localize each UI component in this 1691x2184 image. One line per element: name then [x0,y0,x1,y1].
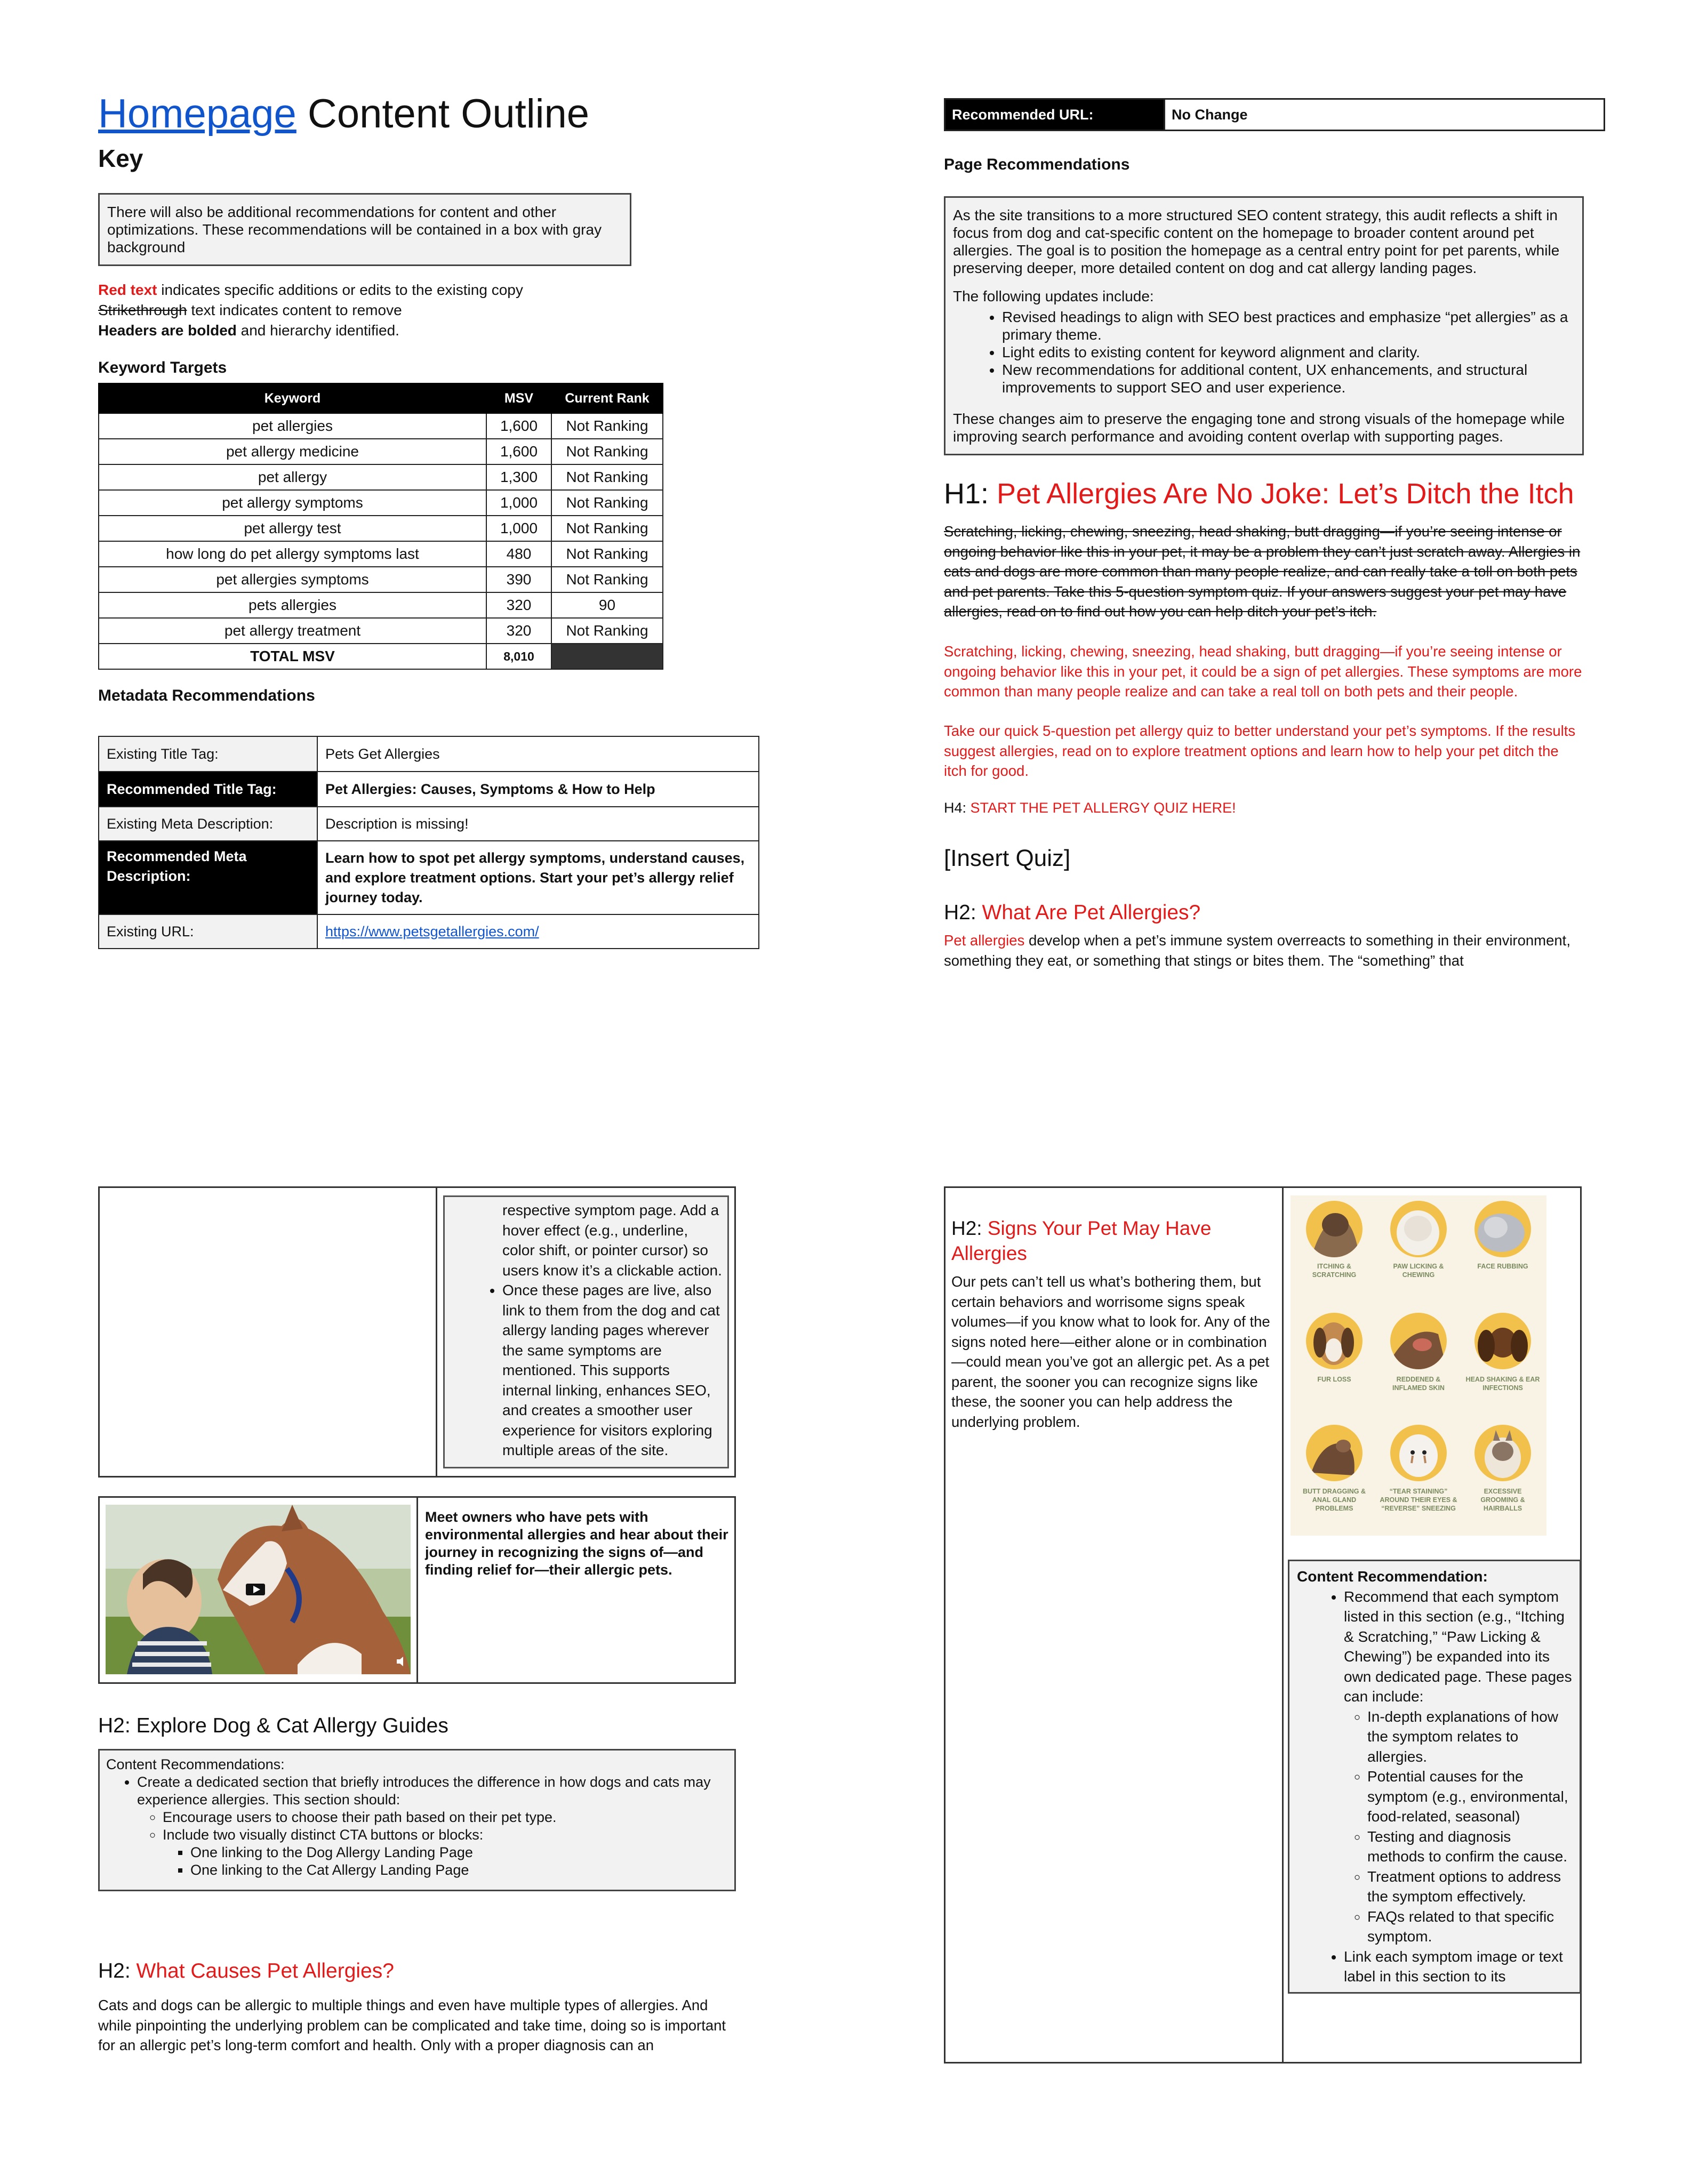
page-rec-outro: These changes aim to preserve the engaging tone and strong visuals of the homepage while improving search performance and avoiding content overlap with supporting pages. [953,411,1565,445]
list-item: ◦ Treatment options to address the symptom effectively. [1367,1867,1572,1907]
video-caption: Meet owners who have pets with environmental allergies and hear about their journey in recognizing the signs of—and finding relief for—their allergic pets. [425,1509,728,1578]
keyword-cell: pet allergy treatment [99,618,486,644]
key-box: There will also be additional recommendations for content and other optimizations. These recommendations will be contained in a box with gray background [98,193,631,266]
legend-bold-rest: and hierarchy identified. [236,322,399,339]
page-title [98,91,589,137]
rec-title-label: Recommended Title Tag: [99,772,317,807]
table-row [99,807,759,841]
video-thumbnail[interactable] [106,1505,411,1674]
rank-cell: Not Ranking [551,567,663,592]
rank-cell: Not Ranking [551,541,663,567]
continued-recommendation-box [443,1195,729,1468]
existing-title-value: Pets Get Allergies [317,736,759,772]
h2-causes-text: What Causes Pet Allergies? [136,1960,394,1982]
h2-explore-heading [98,1714,448,1738]
h4-heading [944,800,1236,816]
face-rubbing-icon[interactable] [1474,1201,1531,1257]
legend-strike-rest: text indicates content to remove [187,302,402,318]
rec-meta-value: Learn how to spot pet allergy symptoms, understand causes, and explore treatment options. Start your pet’s allergy relief journey today. [317,841,759,914]
table-row [99,490,663,516]
list-item: ◦ FAQs related to that specific symptom. [1367,1907,1572,1947]
h2-signs-text: Signs Your Pet May Have Allergies [951,1217,1212,1264]
h4-prefix: H4: [944,800,971,816]
what-red-text: Pet allergies [944,932,1025,949]
msv-cell: 1,300 [486,464,551,490]
column-header: Keyword [99,383,486,413]
table-row [99,618,663,644]
h2-signs-heading [951,1216,1271,1266]
list-item: ◦ In-depth explanations of how the symptom relates to allergies. [1367,1707,1572,1767]
keyword-cell: pet allergies [99,413,486,439]
existing-url-label: Existing URL: [99,914,317,949]
keyword-cell: how long do pet allergy symptoms last [99,541,486,567]
msv-cell: 1,600 [486,413,551,439]
paw-licking-illustration [1390,1201,1447,1257]
symptom-label: EXCESSIVE GROOMING & HAIRBALLS [1480,1488,1525,1512]
h1-text: Pet Allergies Are No Joke: Let’s Ditch the Itch [997,478,1574,510]
symptom-label: REDDENED & INFLAMED SKIN [1392,1376,1445,1392]
keyword-cell: pet allergies symptoms [99,567,486,592]
new-intro-paragraph: Scratching, licking, chewing, sneezing, head shaking, butt dragging—if you’re seeing intense or ongoing behavior like this in your pet, it could be a sign of pet allergies. These symptoms are more common than many people realize and can take a real toll on both pets and their people. [944,643,1582,700]
rec-meta-label: Recommended Meta Description: [99,841,317,914]
head-shaking-icon[interactable] [1474,1313,1531,1369]
list-item: • Link each symptom image or text label in this section to its [1344,1947,1572,1987]
h2-prefix: H2: [951,1217,988,1239]
quiz-cta-text: START THE PET ALLERGY QUIZ HERE! [970,800,1236,816]
table-row [99,772,759,807]
rec-title-value: Pet Allergies: Causes, Symptoms & How to Help [317,772,759,807]
rank-cell: Not Ranking [551,413,663,439]
page-rec-box [944,196,1584,455]
rank-cell: Not Ranking [551,516,663,541]
table-divider [416,1496,418,1684]
table-row [99,592,663,618]
msv-cell: 480 [486,541,551,567]
list-item: Recommend that each symptom listed in this section (e.g., “Itching & Scratching,” “Paw Licking & Chewing”) be expanded into its own dedicated page. These pages can include: [1344,1588,1572,1705]
keyword-targets-heading: Keyword Targets [98,359,227,376]
existing-title-label: Existing Title Tag: [99,736,317,772]
table-row [99,439,663,464]
h2-explore-text: Explore Dog & Cat Allergy Guides [136,1714,448,1737]
page-rec-intro: As the site transitions to a more structured SEO content strategy, this audit reflects a shift in focus from dog and cat-specific content on the homepage to broader content around pet allergies. The goal is to position the homepage as a central entry point for pet parents, while preserving deeper, more detailed content on dog and cat allergy landing pages. [953,207,1560,277]
column-header: Current Rank [551,383,663,413]
keyword-cell: pets allergies [99,592,486,618]
fur-loss-illustration [1306,1313,1363,1369]
table-row [99,464,663,490]
table-divider [436,1186,437,1478]
symptom-label: BUTT DRAGGING & ANAL GLAND PROBLEMS [1302,1488,1366,1512]
symptom-recommendation-box [1288,1560,1581,1994]
rank-cell: Not Ranking [551,439,663,464]
column-header: MSV [486,383,551,413]
what-paragraph [944,930,1584,970]
rec-url-value: No Change [1165,99,1605,131]
rec-url-label: Recommended URL: [945,99,1165,131]
head-shaking-illustration [1474,1313,1531,1369]
legend-red-rest: indicates specific additions or edits to the existing copy [157,282,523,298]
symptom-label: FUR LOSS [1317,1376,1351,1383]
symptom-label: FACE RUBBING [1477,1263,1528,1270]
explore-list [106,1773,728,1879]
explore-box-title: Content Recommendations: [106,1756,285,1772]
msv-cell: 1,000 [486,490,551,516]
keyword-cell: pet allergy symptoms [99,490,486,516]
inflamed-skin-illustration [1390,1313,1447,1369]
table-row [99,413,663,439]
symptom-rec-list [1297,1587,1572,1987]
table-row [99,541,663,567]
metadata-heading: Metadata Recommendations [98,687,315,704]
list-item: Include two visually distinct CTA buttons or blocks: [163,1827,484,1843]
h2-what-text: What Are Pet Allergies? [982,901,1201,924]
msv-cell: 320 [486,592,551,618]
symptom-label: ITCHING & SCRATCHING [1312,1263,1357,1279]
legend-strike-word: Strikethrough [98,302,187,318]
keyword-cell: pet allergy [99,464,486,490]
signs-paragraph: Our pets can’t tell us what’s bothering them, but certain behaviors and worrisome signs speak volumes—if you know what to look for. Any of the signs noted here—either alone or in combination—could mean you’ve got an allergic pet. As a pet parent, the sooner you can recognize signs like these, the sooner you can help address the underlying problem. [951,1273,1270,1430]
total-row [99,644,663,669]
continued-table [98,1186,736,1478]
legend-bold-word: Headers are bolded [98,322,237,339]
continued-text: respective symptom page. Add a hover effect (e.g., underline, color shift, or pointer cursor) so users know it’s a clickable action. [502,1202,722,1279]
symptom-rec-title: Content Recommendation: [1297,1568,1488,1585]
total-value: 8,010 [486,644,551,669]
list-item: • Light edits to existing content for keyword alignment and clarity. [1002,343,1575,361]
msv-cell: 390 [486,567,551,592]
keyword-table [98,383,663,670]
page-title-text: Content Outline [296,91,590,136]
list-item: ▪ One linking to the Dog Allergy Landing Page [190,1844,728,1861]
quiz-paragraph: Take our quick 5-question pet allergy quiz to better understand your pet’s symptoms. If the results suggest allergies, read on to explore treatment options and learn how to help your pet ditch the itch for good. [944,722,1576,779]
total-label: TOTAL MSV [99,644,486,669]
total-rank-cell [551,644,663,669]
table-row [99,736,759,772]
tear-staining-icon[interactable] [1390,1425,1447,1481]
causes-paragraph: Cats and dogs can be allergic to multiple things and even have multiple types of allergies. And while pinpointing the underlying problem can be complicated and take time, doing so is important for an allergic pet’s long-term comfort and health. Only with a proper diagnosis can an [98,1997,726,2053]
butt-dragging-illustration [1306,1425,1363,1481]
list-item: ◦ Potential causes for the symptom (e.g., environmental, food-related, seasonal) [1367,1767,1572,1827]
existing-meta-value: Description is missing! [317,807,759,841]
keyword-cell: pet allergy test [99,516,486,541]
list-item: ▪ One linking to the Cat Allergy Landing Page [190,1861,728,1879]
rank-cell: Not Ranking [551,618,663,644]
struck-intro-paragraph: Scratching, licking, chewing, sneezing, head shaking, butt dragging—if you’re seeing intense or ongoing behavior like this in your pet, it may be a problem they can’t just scratch away. Allergies in cats and dogs are more common than many people realize, and can really take a toll on both pets and pet parents. Take this 5-question symptom quiz. If your answers suggest your pet may have allergies, read on to find out how you can help ditch your pet’s itch. [944,523,1581,620]
excessive-grooming-icon[interactable] [1474,1425,1531,1481]
homepage-link[interactable]: Homepage [98,91,296,136]
video-thumbnail-illustration [106,1505,411,1674]
table-row [99,914,759,949]
table-row [99,841,759,914]
excessive-grooming-illustration [1474,1425,1531,1481]
insert-quiz: [Insert Quiz] [944,845,1071,871]
h2-prefix: H2: [98,1960,137,1982]
list-item: • New recommendations for additional content, UX enhancements, and structural improvements to support SEO and user experience. [1002,361,1575,396]
existing-url-link[interactable]: https://www.petsgetallergies.com/ [325,923,539,940]
itching-icon[interactable] [1306,1201,1363,1257]
explore-recommendation-box [98,1749,736,1891]
symptom-label: “TEAR STAINING” AROUND THEIR EYES & “REVERSE” SNEEZING [1380,1488,1457,1512]
page-rec-updates [953,308,1575,396]
table-divider [1282,1186,1284,2063]
msv-cell: 320 [486,618,551,644]
msv-cell: 1,600 [486,439,551,464]
rank-cell: Not Ranking [551,464,663,490]
list-item: ◦ Encourage users to choose their path based on their pet type. [163,1809,728,1826]
legend [98,280,523,341]
keyword-cell: pet allergy medicine [99,439,486,464]
h1-prefix: H1: [944,478,997,510]
inflamed-skin-icon[interactable] [1390,1313,1447,1369]
recommended-url-table [944,98,1605,131]
metadata-table [98,736,759,949]
existing-meta-label: Existing Meta Description: [99,807,317,841]
table-row [99,567,663,592]
symptoms-infographic [1291,1195,1546,1536]
page-rec-heading: Page Recommendations [944,156,1130,173]
h2-causes-heading [98,1960,394,1983]
tear-staining-illustration [1390,1425,1447,1481]
symptom-label: PAW LICKING & CHEWING [1393,1263,1444,1279]
symptom-label: HEAD SHAKING & EAR INFECTIONS [1465,1376,1540,1392]
list-item: • Once these pages are live, also link to them from the dog and cat allergy landing pages wherever the same symptoms are mentioned. This supports internal linking, enhances SEO, and creates a smoother user experience for visitors exploring multiple areas of the site. [502,1280,722,1460]
h2-prefix: H2: [944,901,982,924]
rank-cell: 90 [551,592,663,618]
itching-illustration [1306,1201,1363,1257]
list-item: • Revised headings to align with SEO best practices and emphasize “pet allergies” as a primary theme. [1002,308,1575,343]
key-heading: Key [98,144,143,172]
legend-red-word: Red text [98,282,157,298]
h2-what-heading [944,901,1200,925]
h2-prefix: H2: [98,1714,137,1737]
msv-cell: 1,000 [486,516,551,541]
paw-licking-icon[interactable] [1390,1201,1447,1257]
table-row [99,516,663,541]
fur-loss-icon[interactable] [1306,1313,1363,1369]
face-rubbing-illustration [1474,1201,1531,1257]
page-rec-updates-intro: The following updates include: [953,288,1154,305]
list-item: ◦ Testing and diagnosis methods to confirm the cause. [1367,1827,1572,1867]
list-item: Create a dedicated section that briefly introduces the difference in how dogs and cats may experience allergies. This section should: [137,1774,711,1808]
continued-list [445,1280,722,1460]
butt-dragging-icon[interactable] [1306,1425,1363,1481]
h1-heading [944,477,1574,510]
rank-cell: Not Ranking [551,490,663,516]
what-rest-text: develop when a pet’s immune system overreacts to something in their environment, something they eat, or something that stings or bites them. The “something” that [944,932,1570,969]
